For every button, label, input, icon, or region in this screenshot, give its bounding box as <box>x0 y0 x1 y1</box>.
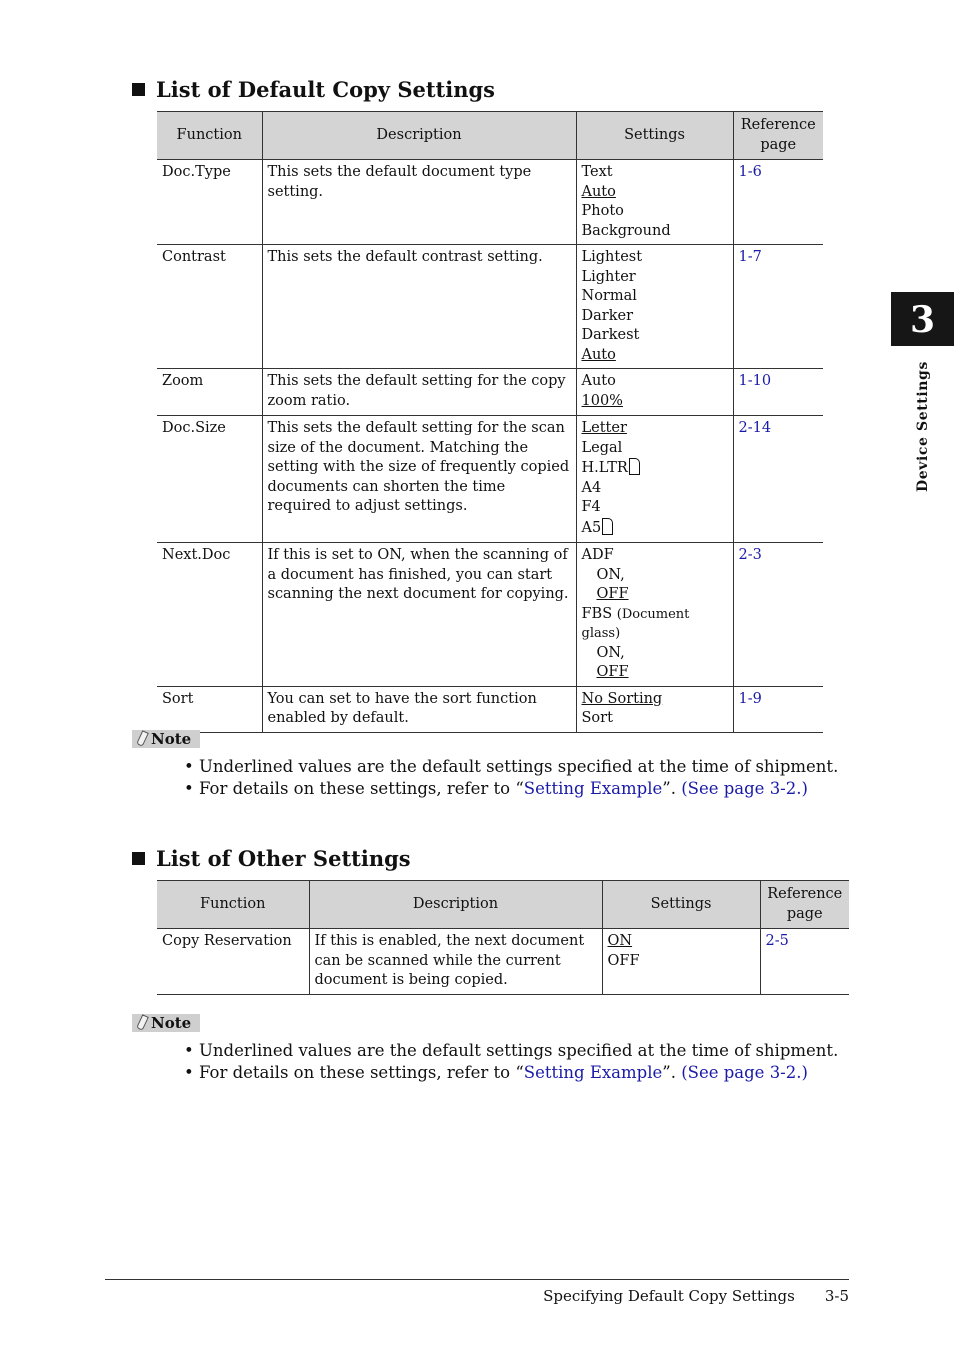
reference-link[interactable]: 1-7 <box>738 249 762 265</box>
portrait-orientation-icon <box>602 518 613 535</box>
square-bullet-icon <box>132 83 145 96</box>
chapter-tab: 3 <box>891 292 954 346</box>
cell-settings: Auto 100% <box>576 369 733 416</box>
page-number: 3-5 <box>824 1287 849 1305</box>
header-description: Description <box>262 112 576 160</box>
setting-example-link[interactable]: Setting Example <box>523 778 663 798</box>
note-badge: Note <box>132 730 200 748</box>
header-reference: Reference page <box>733 112 823 160</box>
note-item: • Underlined values are the default settings specified at the time of shipment. <box>184 1040 838 1062</box>
reference-link[interactable]: 1-6 <box>738 164 762 180</box>
cell-settings: Lightest Lighter Normal Darker Darkest Auto <box>576 245 733 369</box>
header-reference: Reference page <box>760 881 849 929</box>
see-page-link[interactable]: (See page 3-2.) <box>681 1062 808 1082</box>
note-badge: Note <box>132 1014 200 1032</box>
reference-link[interactable]: 1-9 <box>738 690 762 707</box>
cell-settings: ADF ON, OFF FBS (Document glass) ON, OFF <box>576 543 733 687</box>
cell-function: Doc.Size <box>157 416 262 543</box>
note-item: • For details on these settings, refer to “Setting Example”. (See page 3-2.) <box>184 778 838 800</box>
cell-reference[interactable] <box>733 416 823 543</box>
cell-settings: Text Auto Photo Background <box>576 160 733 245</box>
cell-reference[interactable] <box>733 543 823 687</box>
cell-reference[interactable] <box>733 245 823 369</box>
pencil-icon <box>136 730 149 747</box>
cell-settings: ON OFF <box>602 929 760 995</box>
header-settings: Settings <box>602 881 760 929</box>
footer-title: Specifying Default Copy Settings <box>543 1287 795 1305</box>
table-row <box>157 929 849 995</box>
note-item: • For details on these settings, refer to “Setting Example”. (See page 3-2.) <box>184 1062 838 1084</box>
table-header-row <box>157 112 823 160</box>
reference-link[interactable]: 1-10 <box>738 373 772 389</box>
cell-description: You can set to have the sort function enabled by default. <box>262 686 576 732</box>
cell-function: Next.Doc <box>157 543 262 687</box>
cell-settings: Letter Legal H.LTR A4 F4 A5 <box>576 416 733 543</box>
table-row <box>157 686 823 732</box>
cell-function: Doc.Type <box>157 160 262 245</box>
table-row <box>157 369 823 416</box>
reference-link[interactable]: 2-3 <box>738 547 762 563</box>
pencil-icon <box>136 1014 149 1031</box>
cell-function: Copy Reservation <box>157 929 309 995</box>
table-row <box>157 416 823 543</box>
note-list <box>184 756 838 799</box>
note-list <box>184 1040 838 1083</box>
cell-description: This sets the default contrast setting. <box>262 245 576 369</box>
square-bullet-icon <box>132 852 145 865</box>
see-page-link[interactable]: (See page 3-2.) <box>681 778 808 798</box>
cell-description: This sets the default setting for the copy zoom ratio. <box>262 369 576 416</box>
cell-reference[interactable] <box>733 686 823 732</box>
header-function: Function <box>157 881 309 929</box>
reference-link[interactable]: 2-14 <box>738 420 772 436</box>
header-settings: Settings <box>576 112 733 160</box>
table-row <box>157 160 823 245</box>
setting-example-link[interactable]: Setting Example <box>523 1062 663 1082</box>
table-header-row <box>157 881 849 929</box>
cell-description: If this is enabled, the next document can be scanned while the current document is being copied. <box>309 929 602 995</box>
copy-settings-table <box>157 111 823 733</box>
section-title-copy: List of Default Copy Settings <box>132 77 495 102</box>
footer <box>543 1287 849 1305</box>
cell-reference[interactable] <box>733 160 823 245</box>
section-title-other: List of Other Settings <box>132 846 411 871</box>
portrait-orientation-icon <box>629 458 640 475</box>
cell-function: Contrast <box>157 245 262 369</box>
cell-reference[interactable] <box>733 369 823 416</box>
other-settings-table <box>157 880 849 995</box>
cell-reference[interactable] <box>760 929 849 995</box>
cell-settings: No Sorting Sort <box>576 686 733 732</box>
table-row <box>157 245 823 369</box>
cell-description: If this is set to ON, when the scanning of a document has finished, you can start scanning the next document for copying. <box>262 543 576 687</box>
footer-divider <box>105 1279 849 1280</box>
table-row <box>157 543 823 687</box>
chapter-side-label: Device Settings <box>915 361 931 492</box>
note-item: • Underlined values are the default settings specified at the time of shipment. <box>184 756 838 778</box>
cell-description: This sets the default setting for the scan size of the document. Matching the setting with the size of frequently copied documents can shorten the time required to adjust settings. <box>262 416 576 543</box>
cell-description: This sets the default document type setting. <box>262 160 576 245</box>
reference-link[interactable]: 2-5 <box>765 933 789 949</box>
cell-function: Sort <box>157 686 262 732</box>
header-description: Description <box>309 881 602 929</box>
cell-function: Zoom <box>157 369 262 416</box>
header-function: Function <box>157 112 262 160</box>
